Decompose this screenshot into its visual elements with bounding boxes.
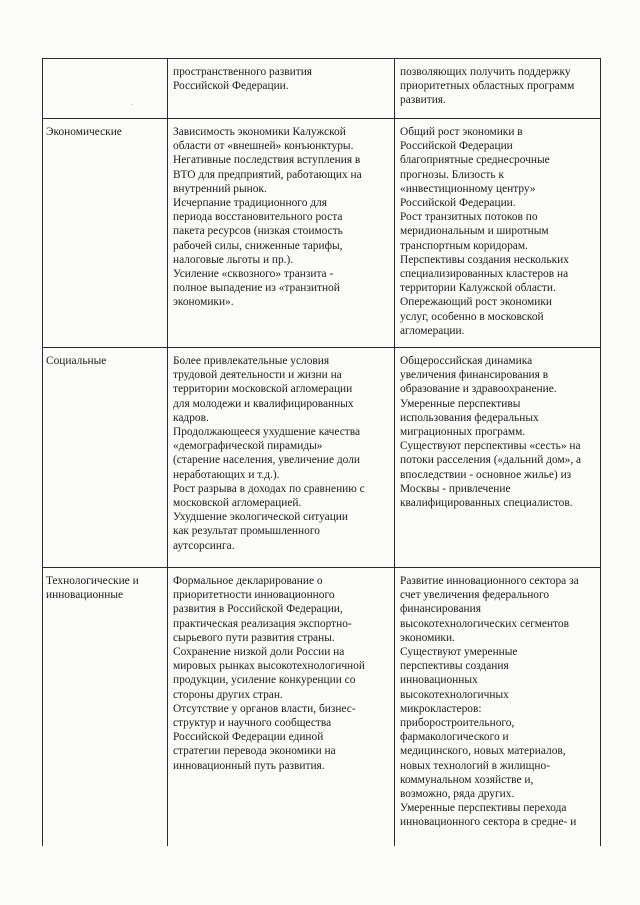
text-line: Существуют перспективы «сесть» на: [400, 440, 581, 453]
category-cell: [43, 348, 168, 568]
threats-paragraph: [173, 574, 391, 645]
text-line: Российской Федерации.: [173, 80, 289, 93]
text-line: Более привлекательные условия: [173, 355, 330, 367]
text-line: Рост транзитных потоков по: [400, 211, 538, 224]
opportunities-paragraph: [400, 574, 597, 645]
threats-cell: [168, 119, 395, 348]
opportunities-cell: [395, 59, 601, 119]
text-line: (старение населения, увеличение доли: [173, 454, 360, 467]
text-line: Умеренные перспективы перехода: [400, 802, 567, 815]
text-line: приоритетных областных программ: [400, 80, 575, 93]
opportunities-paragraph: [400, 354, 597, 397]
table-row: [43, 119, 601, 348]
threats-paragraph: [173, 267, 391, 310]
opportunities-paragraph: [400, 397, 597, 440]
opportunities-paragraph: [400, 210, 597, 253]
text-line: ВТО для предприятий, работающих на: [173, 168, 362, 181]
text-line: «инвестиционному центру»: [400, 182, 536, 195]
category-line: Технологические и: [46, 575, 139, 587]
text-line: инновационный путь развития.: [173, 759, 325, 772]
text-line: Рост разрыва в доходах по сравнению с: [173, 482, 365, 495]
text-line: возможно, ряда других.: [400, 788, 515, 801]
opportunities-cell: [395, 119, 601, 348]
text-line: внутренний рынок.: [173, 182, 267, 195]
text-line: Российской Федерации: [400, 140, 513, 153]
text-line: услуг, особенно в московской: [400, 310, 544, 323]
text-line: продукции, усиление конкуренции со: [173, 674, 356, 687]
text-line: Перспективы создания нескольких: [400, 253, 569, 266]
text-line: квалифицированных специалистов.: [400, 497, 573, 510]
text-line: высокотехнологических сегментов: [400, 617, 569, 630]
text-line: Общий рост экономики в: [400, 126, 523, 138]
category-cell: [43, 119, 168, 348]
text-line: экономики».: [173, 296, 234, 309]
opportunities-paragraph: [400, 253, 597, 296]
swot-table: [42, 58, 601, 846]
threats-paragraph: [173, 645, 391, 702]
text-line: финансирования: [400, 603, 481, 616]
text-line: как результат промышленного: [173, 525, 320, 538]
text-line: трудовой деятельности и жизни на: [173, 369, 342, 382]
threats-paragraph: [173, 125, 391, 153]
threats-cell: [168, 59, 395, 119]
text-line: области от «внешней» конъюнктуры.: [173, 140, 354, 153]
category-label: Социальные: [46, 355, 107, 367]
text-line: Продолжающееся ухудшение качества: [173, 426, 361, 439]
text-line: московской агломерацией.: [173, 497, 302, 510]
text-line: «демографической пирамиды»: [173, 440, 323, 453]
text-line: для молодежи и квалифицированных: [173, 397, 354, 410]
opportunities-paragraph: [400, 65, 597, 108]
text-line: прогнозы. Близость к: [400, 168, 504, 181]
text-line: Существуют умеренные: [400, 646, 518, 659]
threats-cell: [168, 568, 395, 847]
text-line: Развитие инновационного сектора за: [400, 575, 579, 587]
opportunities-paragraph: [400, 439, 597, 510]
category-cell: [43, 568, 168, 847]
text-line: высокотехнологичных: [400, 688, 509, 701]
text-line: Усиление «сквозного» транзита -: [173, 268, 334, 281]
text-line: рабочей силы, сниженные тарифы,: [173, 239, 343, 252]
text-line: новых технологий в жилищно-: [400, 759, 551, 772]
text-line: использования федеральных: [400, 411, 539, 424]
text-line: Москвы - привлечение: [400, 482, 511, 495]
opportunities-cell: [395, 348, 601, 568]
text-line: полное выпадение из «транзитной: [173, 282, 340, 295]
text-line: счет увеличения федерального: [400, 589, 550, 602]
text-line: развития в Российской Федерации,: [173, 603, 343, 616]
text-line: Зависимость экономики Калужской: [173, 126, 346, 138]
threats-paragraph: [173, 482, 391, 510]
table-row: [43, 59, 601, 119]
text-line: Сохранение низкой доли России на: [173, 646, 345, 659]
text-line: увеличения финансирования в: [400, 369, 549, 382]
text-line: благоприятные среднесрочные: [400, 154, 550, 167]
text-line: перспективы создания: [400, 660, 509, 673]
text-line: инновационных: [400, 674, 478, 687]
threats-paragraph: [173, 510, 391, 553]
category-line: инновационные: [46, 589, 124, 602]
text-line: впоследствии - основное жилье) из: [400, 468, 572, 481]
text-line: налоговые льготы и пр.).: [173, 253, 294, 266]
text-line: Отсутствие у органов власти, бизнес-: [173, 702, 356, 715]
threats-paragraph: [173, 702, 391, 773]
text-line: периода восстановительного роста: [173, 211, 343, 224]
text-line: микрокластеров:: [400, 702, 482, 715]
text-line: мировых рынках высокотехнологичной: [173, 660, 365, 673]
text-line: приоритетности инновационного: [173, 589, 335, 602]
text-line: Исчерпание традиционного для: [173, 197, 327, 210]
text-line: коммунальном хозяйстве и,: [400, 773, 534, 786]
scan-mark: ·: [131, 101, 134, 109]
category-cell: [43, 59, 168, 119]
opportunities-paragraph: [400, 645, 597, 801]
text-line: позволяющих получить поддержку: [400, 66, 571, 78]
text-line: Негативные последствия вступления в: [173, 154, 361, 167]
text-line: образование и здравоохранение.: [400, 383, 557, 396]
threats-paragraph: [173, 425, 391, 482]
text-line: практическая реализация экспортно-: [173, 617, 352, 630]
text-line: транспортным коридорам.: [400, 239, 528, 252]
text-line: стратегии перевода экономики на: [173, 745, 336, 758]
text-line: пространственного развития: [173, 66, 313, 78]
text-line: неработающих и т.д.).: [173, 468, 280, 481]
text-line: аутсорсинга.: [173, 539, 235, 552]
text-line: Формальное декларирование о: [173, 575, 323, 587]
text-line: экономики.: [400, 631, 455, 644]
text-line: фармакологического и: [400, 731, 509, 744]
text-line: миграционных программ.: [400, 426, 526, 439]
text-line: Общероссийская динамика: [400, 355, 533, 367]
text-line: пакета ресурсов (низкая стоимость: [173, 225, 343, 238]
text-line: сырьевого пути развития страны.: [173, 631, 335, 644]
text-line: инновационного сектора в средне- и: [400, 816, 577, 829]
text-line: кадров.: [173, 411, 209, 424]
opportunities-paragraph: [400, 125, 597, 210]
text-line: меридиональным и широтным: [400, 225, 549, 238]
opportunities-cell: [395, 568, 601, 847]
table-row: [43, 348, 601, 568]
threats-paragraph: [173, 196, 391, 267]
text-line: Ухудшение экологической ситуации: [173, 511, 349, 524]
text-line: развития.: [400, 94, 446, 107]
text-line: территории Калужской области.: [400, 282, 556, 295]
text-line: Российской Федерации.: [400, 197, 516, 210]
text-line: Умеренные перспективы: [400, 397, 521, 410]
threats-paragraph: [173, 65, 391, 93]
opportunities-paragraph: [400, 801, 597, 829]
text-line: специализированных кластеров на: [400, 268, 569, 281]
text-line: Опережающий рост экономики: [400, 296, 552, 309]
text-line: стороны других стран.: [173, 688, 283, 701]
opportunities-paragraph: [400, 295, 597, 338]
text-line: потоки расселения («дальний дом», а: [400, 454, 582, 467]
text-line: территории московской агломерации: [173, 383, 353, 396]
text-line: медицинского, новых материалов,: [400, 745, 566, 758]
table-row: [43, 568, 601, 847]
text-line: агломерации.: [400, 324, 465, 337]
threats-paragraph: [173, 354, 391, 425]
text-line: структур и научного сообщества: [173, 717, 332, 730]
text-line: приборостроительного,: [400, 717, 515, 730]
category-label: Экономические: [46, 126, 122, 138]
threats-paragraph: [173, 153, 391, 196]
threats-cell: [168, 348, 395, 568]
text-line: Российской Федерации единой: [173, 731, 324, 744]
